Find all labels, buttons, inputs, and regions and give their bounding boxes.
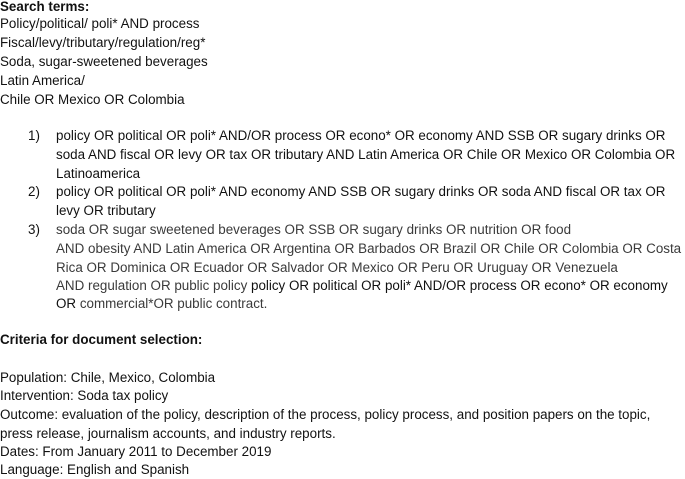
criteria-population: Population: Chile, Mexico, Colombia — [0, 370, 216, 385]
criteria-intervention: Intervention: Soda tax policy — [0, 388, 169, 403]
query-line: policy OR political OR poli* AND economy AND SSB OR sugary drinks OR soda AND fiscal OR tax OR — [56, 184, 666, 199]
criteria-heading: Criteria for document selection: — [0, 332, 203, 347]
search-term-line: Latin America/ — [0, 73, 85, 88]
criteria-outcome: Outcome: evaluation of the policy, description of the process, policy process, and position papers on the topic, — [0, 407, 651, 422]
query-number: 1) — [28, 128, 40, 143]
query-line — [56, 294, 267, 313]
query-segment-or: OR — [56, 296, 80, 311]
query-line: soda OR sugar sweetened beverages OR SSB OR sugary drinks OR nutrition OR food — [56, 222, 572, 237]
query-number: 3) — [28, 222, 40, 237]
query-line: soda AND fiscal OR levy OR tax OR tributary AND Latin America OR Chile OR Mexico OR Colombia OR — [56, 147, 676, 162]
query-segment-policy: policy OR political OR poli* AND/OR process OR econo* OR economy — [251, 278, 668, 293]
query-line: policy OR political OR poli* AND/OR process OR econo* OR economy AND SSB OR sugary drinks OR — [56, 128, 666, 143]
query-line: AND obesity AND Latin America OR Argentina OR Barbados OR Brazil OR Chile OR Colombia OR Costa — [56, 241, 682, 256]
search-terms-heading: Search terms: — [0, 0, 90, 14]
query-line: Latinoamerica — [56, 166, 141, 181]
search-term-line: Fiscal/levy/tributary/regulation/reg* — [0, 35, 206, 50]
query-number: 2) — [28, 184, 40, 199]
criteria-language: Language: English and Spanish — [0, 462, 190, 477]
query-segment-regulation: AND regulation OR public policy — [56, 278, 251, 293]
query-line: Rica OR Dominica OR Ecuador OR Salvador OR Mexico OR Peru OR Uruguay OR Venezuela — [56, 260, 618, 275]
criteria-outcome-continued: press release, journalism accounts, and industry reports. — [0, 426, 336, 441]
criteria-dates: Dates: From January 2011 to December 2019 — [0, 444, 272, 459]
search-term-line: Chile OR Mexico OR Colombia — [0, 92, 185, 107]
query-line: levy OR tributary — [56, 203, 156, 218]
search-term-line: Policy/political/ poli* AND process — [0, 16, 200, 31]
query-segment-commercial: commercial*OR public contract. — [79, 296, 268, 311]
query-line — [56, 276, 668, 295]
search-term-line: Soda, sugar-sweetened beverages — [0, 54, 208, 69]
